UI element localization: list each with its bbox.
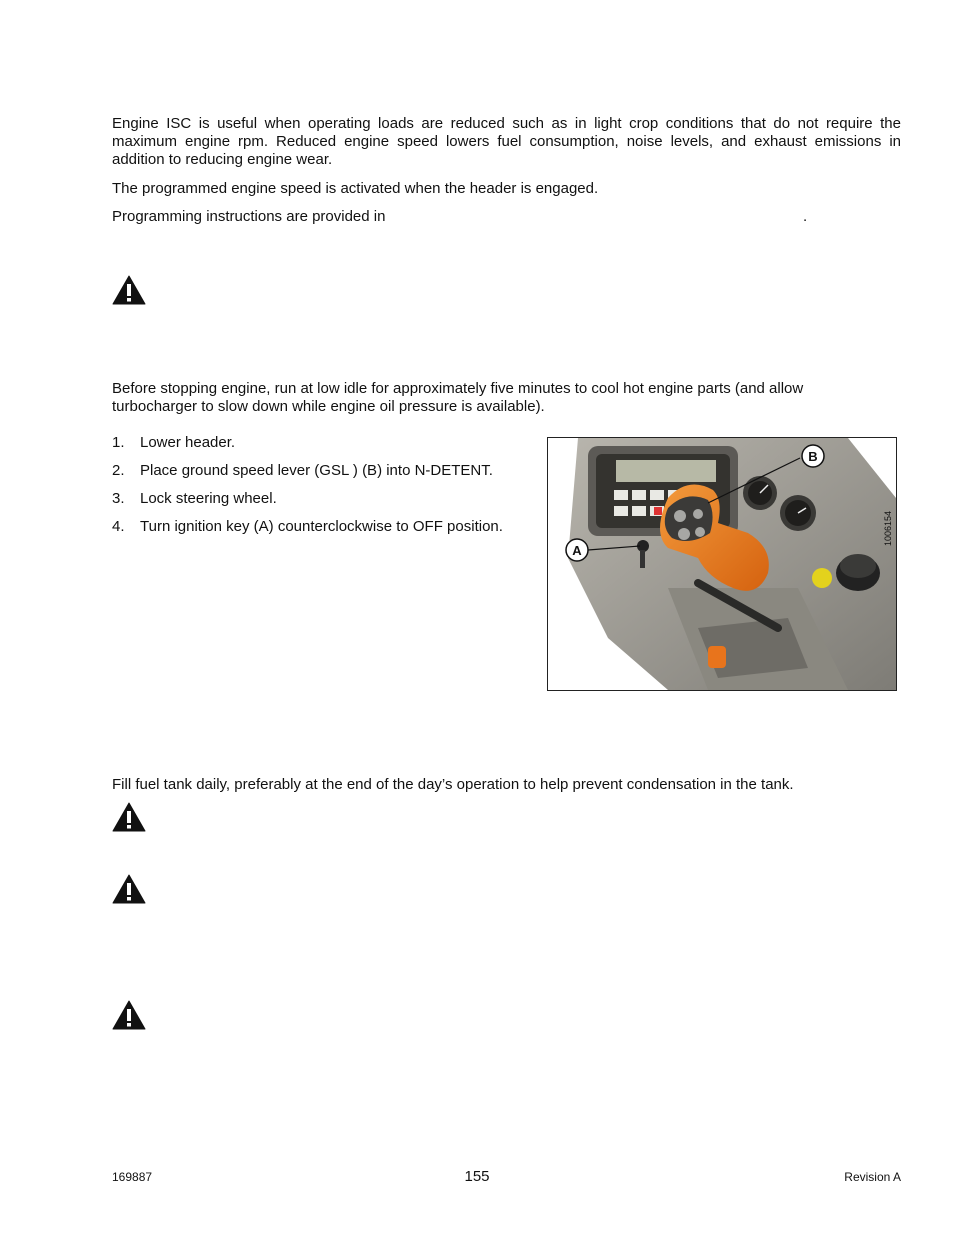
programming-period: . <box>803 208 808 225</box>
fuel-paragraph: Fill fuel tank daily, preferably at the end of the day’s operation to help prevent condensation in the tank. <box>112 776 794 793</box>
figure-id: 1006154 <box>883 510 893 546</box>
step-text: Place ground speed lever (GSL ) (B) into N-DETENT. <box>140 462 493 479</box>
warning-icon <box>112 275 146 305</box>
revision-label: Revision A <box>844 1170 901 1184</box>
callout-a: A <box>572 543 582 558</box>
stopping-paragraph: Before stopping engine, run at low idle for approximately five minutes to cool hot engine parts (and allow turbocharger to slow down while engine oil pressure is available). <box>112 380 804 415</box>
activation-paragraph: The programmed engine speed is activated when the header is engaged. <box>112 180 599 197</box>
programming-paragraph <box>112 208 901 226</box>
step-number: 3. <box>112 490 125 507</box>
step-text: Turn ignition key (A) counterclockwise to OFF position. <box>140 518 503 535</box>
intro-paragraph: Engine ISC is useful when operating loads are reduced such as in light crop conditions that do not require the maximum engine rpm. Reduced engine speed lowers fuel consumption, noise levels, and exhaust emissions in addition to reducing engine wear. <box>112 115 901 168</box>
shutdown-steps <box>112 434 532 546</box>
list-item <box>112 518 532 546</box>
doc-number: 169887 <box>112 1170 153 1184</box>
step-text: Lower header. <box>140 434 236 451</box>
page-number: 155 <box>464 1168 490 1185</box>
console-illustration <box>548 438 896 690</box>
warning-icon <box>112 1000 146 1030</box>
list-item <box>112 434 532 462</box>
warning-icon <box>112 802 146 832</box>
step-number: 1. <box>112 434 125 451</box>
console-figure <box>547 437 897 691</box>
list-item <box>112 462 532 490</box>
step-number: 4. <box>112 518 125 535</box>
list-item <box>112 490 532 518</box>
callout-b: B <box>808 449 818 464</box>
step-number: 2. <box>112 462 125 479</box>
programming-text: Programming instructions are provided in <box>112 208 386 225</box>
step-text: Lock steering wheel. <box>140 490 277 507</box>
warning-icon <box>112 874 146 904</box>
